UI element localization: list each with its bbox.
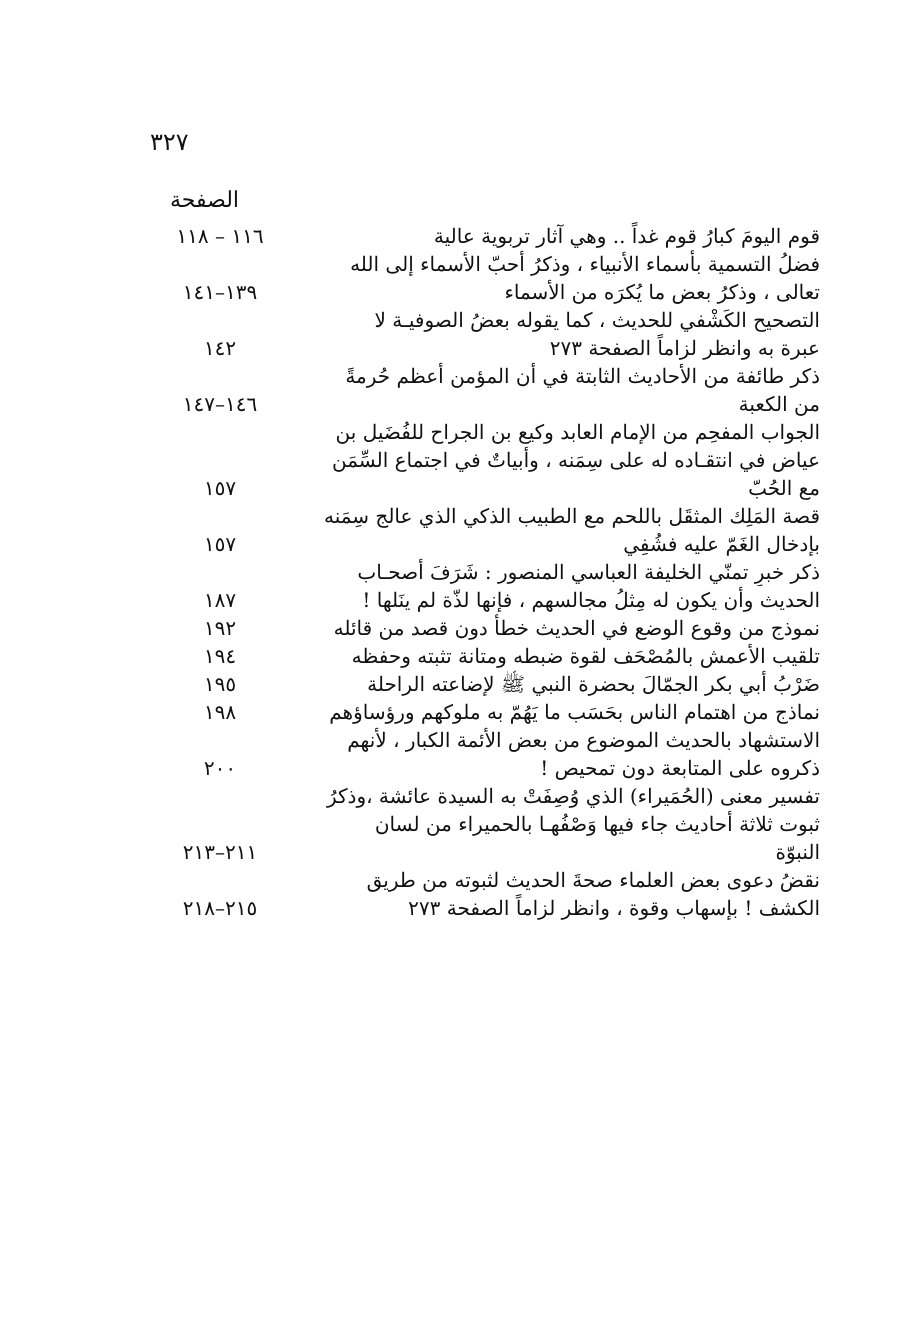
- entry-line: بإدخال الغَمّ عليه فشُفِي: [623, 532, 820, 556]
- entry-pages: ١٤٢: [203, 336, 237, 360]
- entry-text: [295, 866, 820, 922]
- entry-line: التصحيح الكَشْفي للحديث ، كما يقوله بعضُ الصوفيـة لا: [374, 308, 820, 332]
- entry-line: نماذج من اهتمام الناس بحَسَب ما يَهُمّ به ملوكهم ورؤساؤهم: [329, 700, 820, 724]
- index-entry: [140, 502, 820, 558]
- entry-text: [295, 614, 820, 642]
- entry-line: تعالى ، وذكرُ بعض ما يُكرَه من الأسماء: [504, 280, 820, 304]
- entry-line: نموذج من وقوع الوضع في الحديث خطأ دون قصد من قائله: [333, 616, 820, 640]
- entry-line: فضلُ التسمية بأسماء الأنبياء ، وذكرُ أحبّ الأسماء إلى الله: [350, 252, 820, 276]
- entry-line: النبوّة: [775, 840, 820, 864]
- page-number: ٣٢٧: [150, 128, 189, 156]
- entry-pages: ١٨٧: [203, 588, 237, 612]
- entry-line: ذكر طائفة من الأحاديث الثابتة في أن المؤمن أعظم حُرمةً: [345, 364, 820, 388]
- index-entry: [140, 362, 820, 418]
- entry-pages: ١٤٦–١٤٧: [182, 392, 258, 416]
- entry-pages: ١٥٧: [203, 476, 237, 500]
- entry-pages: ٢٠٠: [203, 756, 237, 780]
- index-entry: [140, 614, 820, 642]
- index-entry: [140, 418, 820, 502]
- entry-line: ضَرْبُ أبي بكر الجمّالَ بحضرة النبي ﷺ لإضاعته الراحلة: [367, 672, 820, 696]
- entry-line: الحديث وأن يكون له مِثلُ مجالسهم ، فإنها لذّة لم ينَلها !: [362, 588, 820, 612]
- entry-line: ثبوت ثلاثة أحاديث جاء فيها وَصْفُهـا بالحميراء من لسان: [374, 812, 820, 836]
- index-entry: [140, 558, 820, 614]
- entry-line: ذكر خبرِ تمنّي الخليفة العباسي المنصور : شَرَفَ أصحـاب: [357, 560, 820, 584]
- entry-pages: ١٩٨: [203, 700, 237, 724]
- pages-column-header: الصفحة: [170, 188, 240, 213]
- entry-line: تلقيب الأعمش بالمُصْحَف لقوة ضبطه ومتانة تثبته وحفظه: [351, 644, 820, 668]
- entry-line: ذكروه على المتابعة دون تمحيص !: [540, 756, 820, 780]
- index-entry: [140, 306, 820, 362]
- entry-pages: ١٩٥: [203, 672, 237, 696]
- entry-pages: ٢١٥–٢١٨: [182, 896, 258, 920]
- entry-pages: ١٩٢: [203, 616, 237, 640]
- entry-line: مع الحُبّ: [748, 476, 820, 500]
- entry-text: [295, 306, 820, 362]
- entry-text: [295, 726, 820, 782]
- index-entry: [140, 866, 820, 922]
- entry-line: من الكعبة: [738, 392, 820, 416]
- entry-line: تفسير معنى (الحُمَيراء) الذي وُصِفَتْ به السيدة عائشة ،وذكرُ: [326, 784, 820, 808]
- index-entry: [140, 670, 820, 698]
- entry-text: [295, 418, 820, 502]
- entry-pages: ١٩٤: [203, 644, 237, 668]
- entry-text: [295, 502, 820, 558]
- index-entry: [140, 726, 820, 782]
- entry-line: عبرة به وانظر لزاماً الصفحة ٢٧٣: [549, 336, 820, 360]
- entry-text: [295, 558, 820, 614]
- entry-text: [295, 670, 820, 698]
- entry-text: [295, 362, 820, 418]
- entry-text: [295, 642, 820, 670]
- index-entries: [140, 222, 820, 922]
- entry-pages: ١٣٩–١٤١: [182, 280, 258, 304]
- entry-line: الاستشهاد بالحديث الموضوع من بعض الأئمة الكبار ، لأنهم: [347, 728, 820, 752]
- entry-line: الجواب المفحِم من الإمام العابد وكيع بن الجراح للفُضَيل بن: [335, 420, 820, 444]
- index-entry: [140, 698, 820, 726]
- entry-line: نقضُ دعوى بعض العلماء صحةَ الحديث لثبوته من طريق: [366, 868, 820, 892]
- entry-line: قوم اليومَ كبارُ قوم غداً .. وهي آثار تربوية عالية: [433, 224, 820, 248]
- entry-text: [295, 782, 820, 866]
- entry-line: قصة المَلِك المثقَل باللحم مع الطبيب الذكي الذي عالج سِمَنه: [323, 504, 820, 528]
- entry-text: [295, 222, 820, 250]
- index-entry: [140, 222, 820, 250]
- entry-line: الكشف ! بإسهاب وقوة ، وانظر لزاماً الصفحة ٢٧٣: [408, 896, 820, 920]
- entry-text: [295, 250, 820, 306]
- entry-line: عياض في انتقـاده له على سِمَنه ، وأبياتٌ في اجتماع السِّمَن: [331, 448, 820, 472]
- entry-pages: ٢١١–٢١٣: [182, 840, 258, 864]
- entry-pages: ١١٦ – ١١٨: [176, 224, 264, 248]
- entry-text: [295, 698, 820, 726]
- index-entry: [140, 250, 820, 306]
- index-entry: [140, 642, 820, 670]
- entry-pages: ١٥٧: [203, 532, 237, 556]
- index-entry: [140, 782, 820, 866]
